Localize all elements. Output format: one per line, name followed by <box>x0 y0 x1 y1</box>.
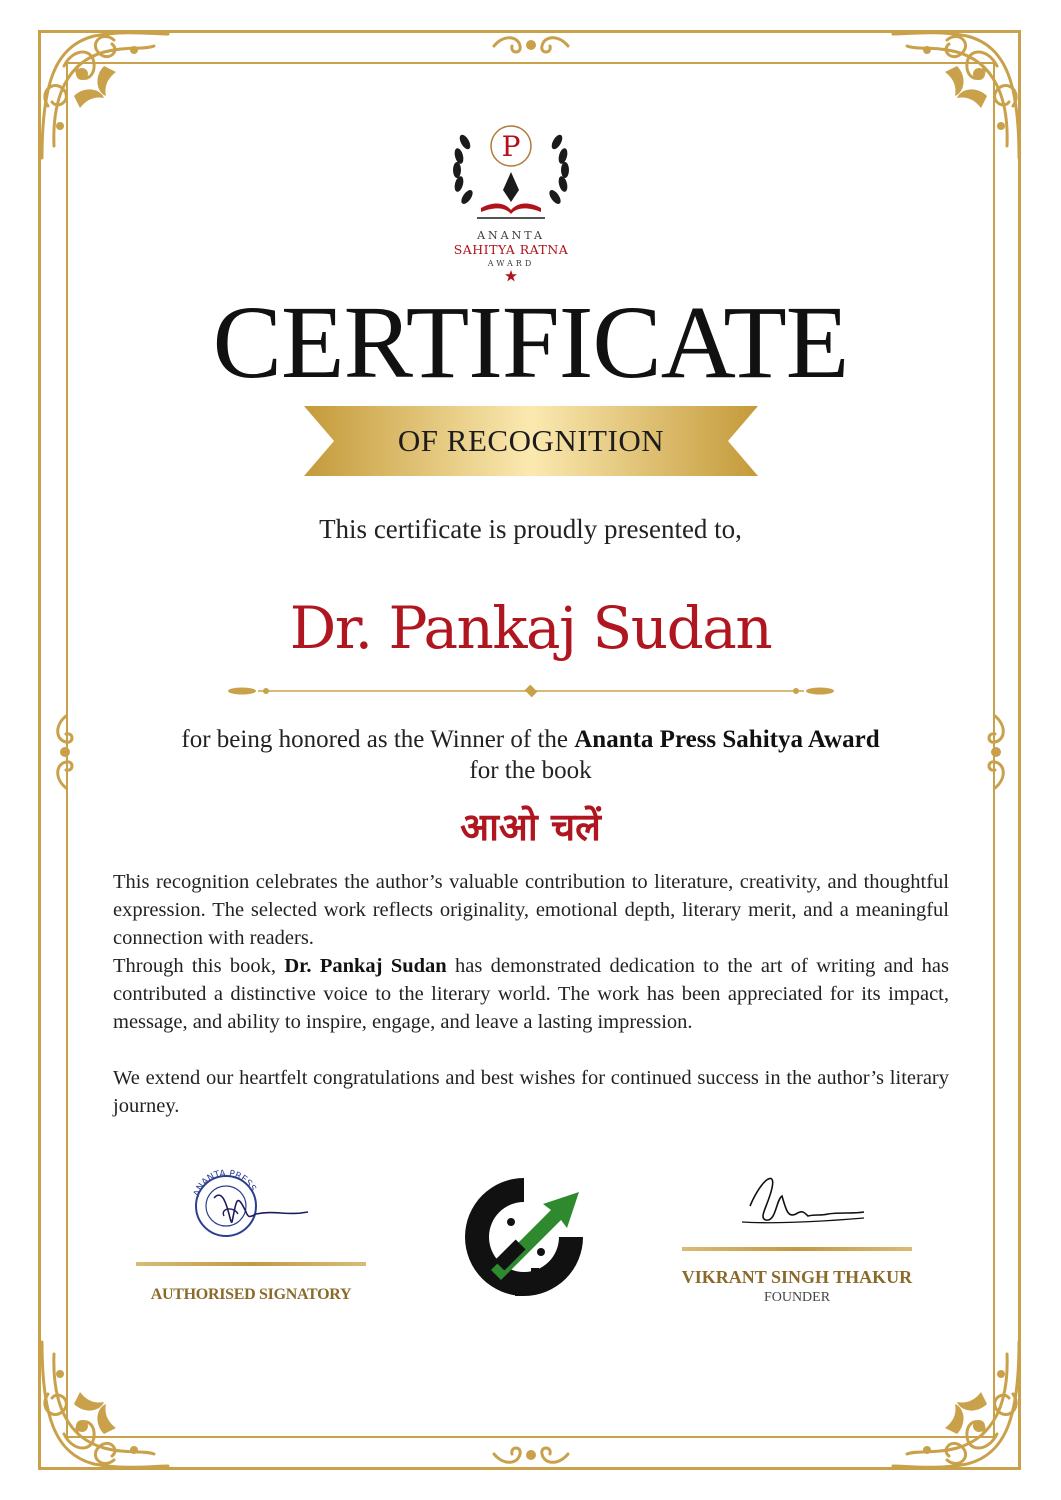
body-paragraph-1: This recognition celebrates the author’s valuable contribution to literature, creativity, and thoughtful expression. The selected work reflects originality, emotional depth, literary merit, and a meaningful connection with readers. <box>113 871 949 949</box>
ornamental-divider <box>222 682 840 700</box>
certificate-subtitle: OF RECOGNITION <box>397 423 665 458</box>
top-center-flourish <box>490 32 572 58</box>
authorised-signatory-label: AUTHORISED SIGNATORY <box>150 1286 352 1303</box>
presented-line: This certificate is proudly presented to, <box>319 514 742 544</box>
honor-prefix: for being honored as the Winner of the <box>181 726 575 753</box>
body-p2-name: Dr. Pankaj Sudan <box>284 955 447 977</box>
signature-line-left <box>136 1262 366 1266</box>
stamp-signature <box>186 1164 316 1246</box>
signature-line-right <box>682 1247 912 1251</box>
stamp-text: ANANTA PRESS <box>192 1168 258 1199</box>
founder-name: VIKRANT SINGH THAKUR <box>681 1267 913 1287</box>
logo-line-award: AWARD <box>487 259 535 268</box>
logo-monogram: P <box>501 130 521 163</box>
body-paragraph-3: We extend our heartfelt congratulations and best wishes for continued success in the author’s literary journey. <box>113 1067 949 1117</box>
founder-role: FOUNDER <box>763 1290 831 1305</box>
corner-ornament-top-left <box>34 26 174 166</box>
laurel-wreath-icon <box>441 112 581 230</box>
logo-line-sahitya-ratna: SAHITYA RATNA <box>453 242 569 257</box>
body-p2-prefix: Through this book, <box>113 955 285 977</box>
body-p2-suffix: has demonstrated dedication to the art of writing and has contributed a distinctive voice to the literary world. The work has been appreciated for its impact, message, and ability to inspire, engage, and leave a lasting impression. <box>113 955 950 1033</box>
award-name: Ananta Press Sahitya Award <box>574 726 880 753</box>
book-title: आओ चलें <box>460 805 601 849</box>
logo-line-ananta: ANANTA <box>477 229 545 242</box>
corner-ornament-bottom-right <box>887 1334 1027 1474</box>
corner-ornament-bottom-left <box>34 1334 174 1474</box>
founder-signature <box>736 1166 868 1236</box>
ananta-press-emblem-icon <box>455 1168 593 1306</box>
certificate-body <box>113 868 949 1120</box>
bottom-center-flourish <box>490 1442 572 1468</box>
honor-suffix: for the book <box>469 757 592 784</box>
certificate-title: CERTIFICATE <box>212 285 849 400</box>
honor-statement <box>0 724 1061 786</box>
corner-ornament-top-right <box>887 26 1027 166</box>
body-paragraph-2 <box>113 952 949 1036</box>
award-logo <box>441 112 581 282</box>
recipient-name: Dr. Pankaj Sudan <box>289 594 772 662</box>
